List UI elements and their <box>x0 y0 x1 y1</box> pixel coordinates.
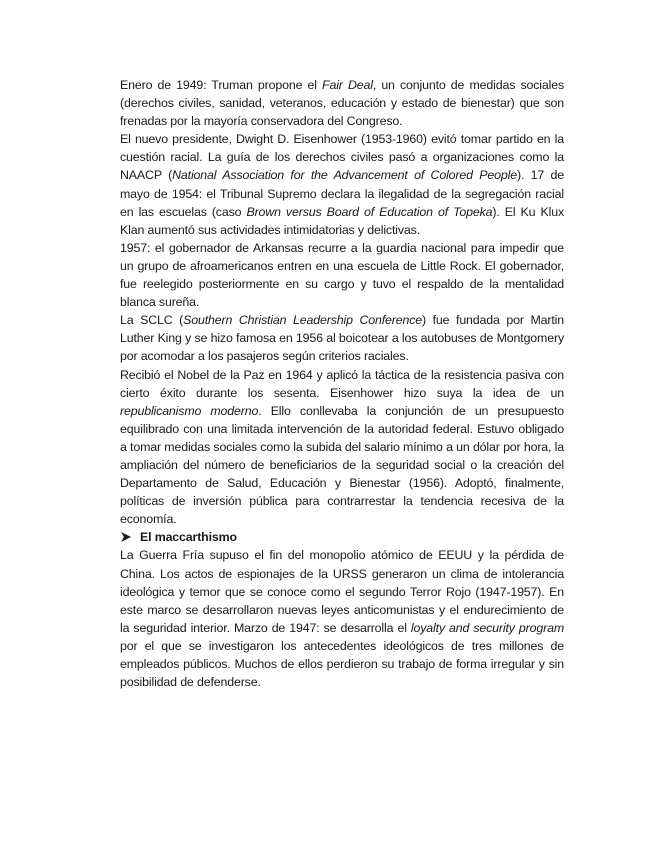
section-heading-text: El maccarthismo <box>140 530 237 545</box>
paragraph-arkansas: 1957: el gobernador de Arkansas recurre a la guardia nacional para impedir que un grupo de afroamericanos entren en una escuela de Little Rock. El gobernador, fue reelegido posteriormente en su cargo y tuvo el respaldo de la mentalidad blanca sureña. <box>120 240 564 310</box>
paragraph-guerra-fria: La Guerra Fría supuso el fin del monopolio atómico de EEUU y la pérdida de China. Los actos de espionajes de la URSS generaron un clima de intolerancia ideológica y temor que se conoce como el segundo Terror Rojo (1947-1957). En este marco se desarrollaron nuevas leyes anticomunistas y el endurecimiento de la seguridad interior. Marzo de 1947: se desarrolla el loyalty and security program por el que se investigaron los antecedentes ideológicos de tres millones de empleados públicos. Muchos de ellos perdieron su trabajo de forma irregular y sin posibilidad de defenderse. <box>120 548 564 690</box>
arrow-bullet-icon <box>120 531 132 543</box>
document-page <box>120 76 564 691</box>
paragraph-eisenhower: El nuevo presidente, Dwight D. Eisenhower (1953-1960) evitó tomar partido en la cuestión racial. La guía de los derechos civiles pasó a organizaciones como la NAACP (National Association for the Advancement of Colored People). 17 de mayo de 1954: el Tribunal Supremo declara la ilegalidad de la segregación racial en las escuelas (caso Brown versus Board of Education of Topeka). El Ku Klux Klan aumentó sus actividades intimidatorias y delictivas. <box>120 132 565 237</box>
section-heading-maccarthismo <box>120 528 564 546</box>
paragraph-sclc: La SCLC (Southern Christian Leadership Conference) fue fundada por Martin Luther King y se hizo famosa en 1956 al boicotear a los autobuses de Montgomery por acomodar a los pasajeros según criterios raciales. <box>120 313 564 364</box>
paragraph-nobel: Recibió el Nobel de la Paz en 1964 y aplicó la táctica de la resistencia pasiva con cierto éxito durante los sesenta. Eisenhower hizo suya la idea de un republicanismo moderno. Ello conllevaba la conjunción de un presupuesto equilibrado con una limitada intervención de la autoridad federal. Estuvo obligado a tomar medidas sociales como la subida del salario mínimo a un dólar por hora, la ampliación del número de beneficiarios de la seguridad social o la creación del Departamento de Salud, Educación y Bienestar (1956). Adoptó, finalmente, políticas de inversión pública para contrarrestar la tendencia recesiva de la economía. <box>120 367 564 527</box>
paragraph-fair-deal: Enero de 1949: Truman propone el Fair Deal, un conjunto de medidas sociales (derechos civiles, sanidad, veteranos, educación y estado de bienestar) que son frenadas por la mayoría conservadora del Congreso. <box>120 78 565 129</box>
